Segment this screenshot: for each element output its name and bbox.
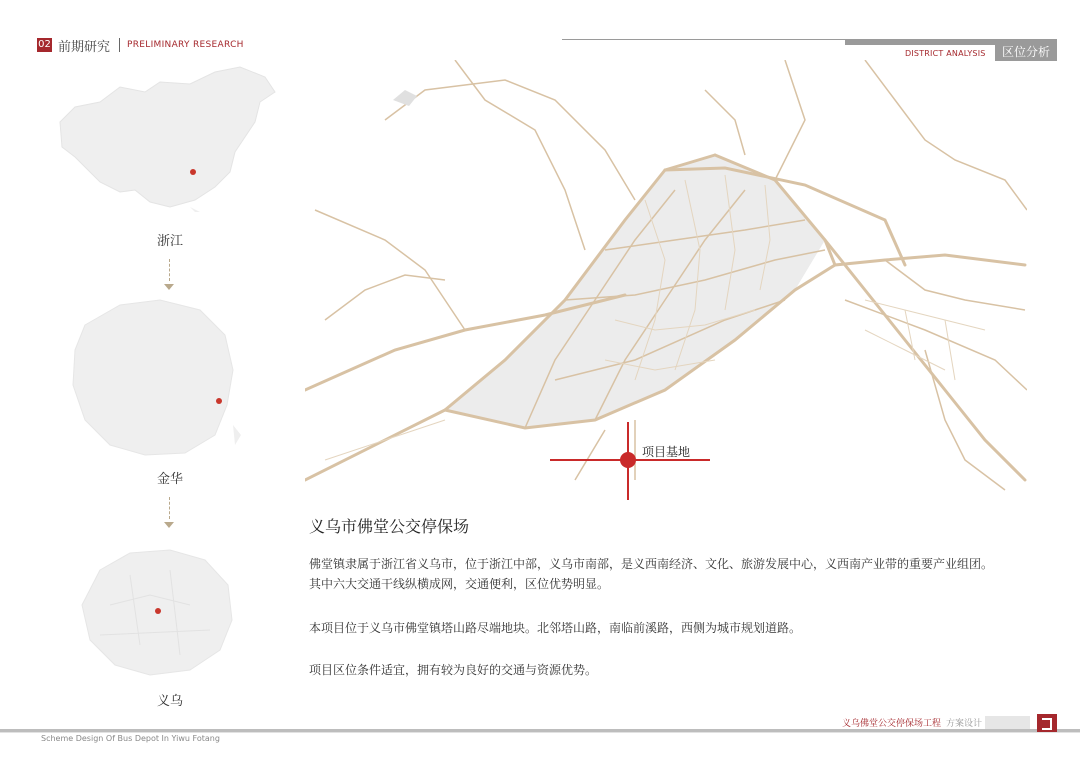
arrow-down-icon <box>169 259 171 281</box>
level-label-zhejiang: 浙江 <box>156 234 183 249</box>
yiwu-marker <box>155 608 161 614</box>
jinhua-map <box>65 295 245 465</box>
zhejiang-marker <box>190 169 196 175</box>
footer-scheme-title: Scheme Design Of Bus Depot In Yiwu Fotang <box>41 734 220 743</box>
section-number: 02 <box>38 39 51 50</box>
project-title: 义乌市佛堂公交停保场 <box>309 517 470 536</box>
road-map <box>305 60 1027 500</box>
footer-rule-thin <box>0 732 1080 733</box>
paragraph-intro-line1: 佛堂镇隶属于浙江省义乌市，位于浙江中部，义乌市南部，是义西南经济、文化、旅游发展中心，义西南产业带的重要产业组团。 <box>309 557 994 571</box>
paragraph-intro <box>309 554 1049 594</box>
footer-watermark-block <box>985 716 1030 730</box>
lake <box>393 90 417 106</box>
logo-inner-icon <box>1042 718 1052 730</box>
footer-design-label: 方案设计 <box>946 719 983 729</box>
china-map <box>40 62 280 212</box>
footer-project-name: 义乌佛堂公交停保场工程 <box>842 719 942 729</box>
arrow-head-icon <box>164 284 174 290</box>
header-divider <box>119 38 120 52</box>
paragraph-intro-line2: 其中六大交通干线纵横成网，交通便利，区位优势明显。 <box>309 577 610 591</box>
level-label-yiwu: 义乌 <box>156 694 183 709</box>
arrow-head-icon <box>164 522 174 528</box>
paragraph-summary: 项目区位条件适宜，拥有较为良好的交通与资源优势。 <box>309 663 598 677</box>
district-analysis-en: DISTRICT ANALYSIS <box>905 49 986 58</box>
urban-area <box>445 155 825 428</box>
section-title-en: PRELIMINARY RESEARCH <box>127 40 244 50</box>
site-marker <box>620 452 636 468</box>
section-title-cn: 前期研究 <box>58 40 111 55</box>
yiwu-map <box>70 545 240 680</box>
level-label-jinhua: 金华 <box>156 472 183 487</box>
district-analysis-cn: 区位分析 <box>995 44 1057 61</box>
paragraph-location: 本项目位于义乌市佛堂镇塔山路尽端地块。北邻塔山路，南临前溪路，西侧为城市规划道路。 <box>309 621 802 635</box>
site-label: 项目基地 <box>642 445 691 459</box>
jinhua-marker <box>216 398 222 404</box>
arrow-down-icon <box>169 497 171 519</box>
